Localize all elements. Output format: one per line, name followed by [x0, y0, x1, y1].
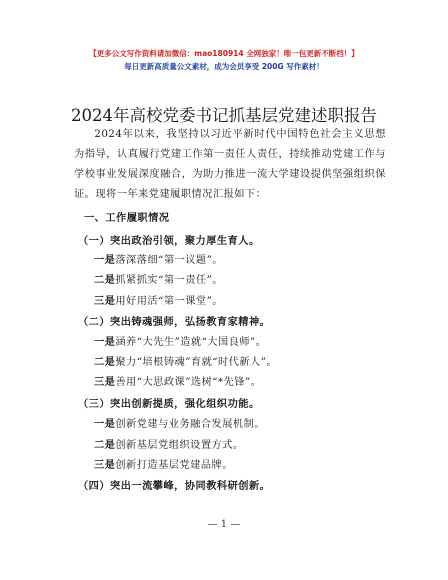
subsection-heading-2: （二）突出铸魂强师，弘扬教育家精神。 [78, 316, 271, 328]
document-title: 2024年高校党委书记抓基层党建述职报告 [71, 106, 377, 125]
list-item-3-3: 三是创新打造基层党建品牌。 [94, 459, 233, 471]
intro-paragraph: 2024年以来，我坚持以习近平新时代中国特色社会主义思想为指导，认真履行党建工作第一责任人责任，持续推动党建工作与学校事业发展深度融合，为助力推进一流大学建设提供坚强组织保证。现将一年来党建履职情况汇报如下： [74, 129, 386, 200]
list-item-1-1: 一是落深落细“第一议题”。 [94, 254, 223, 266]
subsection-heading-1: （一）突出政治引领，聚力厚生育人。 [78, 235, 260, 247]
list-item-1-3: 三是用好用活“第一课堂”。 [94, 295, 223, 307]
section-heading-1: 一、工作履职情况 [84, 212, 170, 224]
subsection-heading-3: （三）突出创新提质，强化组织功能。 [78, 398, 260, 410]
promo-banner-line-1: 【更多公文写作资料请加微信：mao180914 全网独家！唯一包更新不断档！】 [89, 49, 359, 58]
subsection-heading-4: （四）突出一流攀峰，协同教科研创新。 [78, 480, 271, 492]
list-item-2-2: 二是聚力“培根铸魂”育就“时代新人”。 [94, 356, 278, 368]
list-item-3-1: 一是创新党建与业务融合发展机制。 [94, 418, 265, 430]
list-item-1-2: 二是抓紧抓实“第一责任”。 [94, 274, 223, 286]
page-number: — 1 — [207, 519, 241, 530]
list-item-2-1: 一是涵养“大先生”造就“大国良师”。 [94, 336, 267, 348]
list-item-3-2: 二是创新基层党组织设置方式。 [94, 439, 244, 451]
list-item-2-3: 三是善用“大思政课”选树“*先锋”。 [94, 376, 262, 388]
promo-banner-line-2: 每日更新高质量公文素材，成为会员享受 200G 写作素材！ [124, 62, 324, 71]
